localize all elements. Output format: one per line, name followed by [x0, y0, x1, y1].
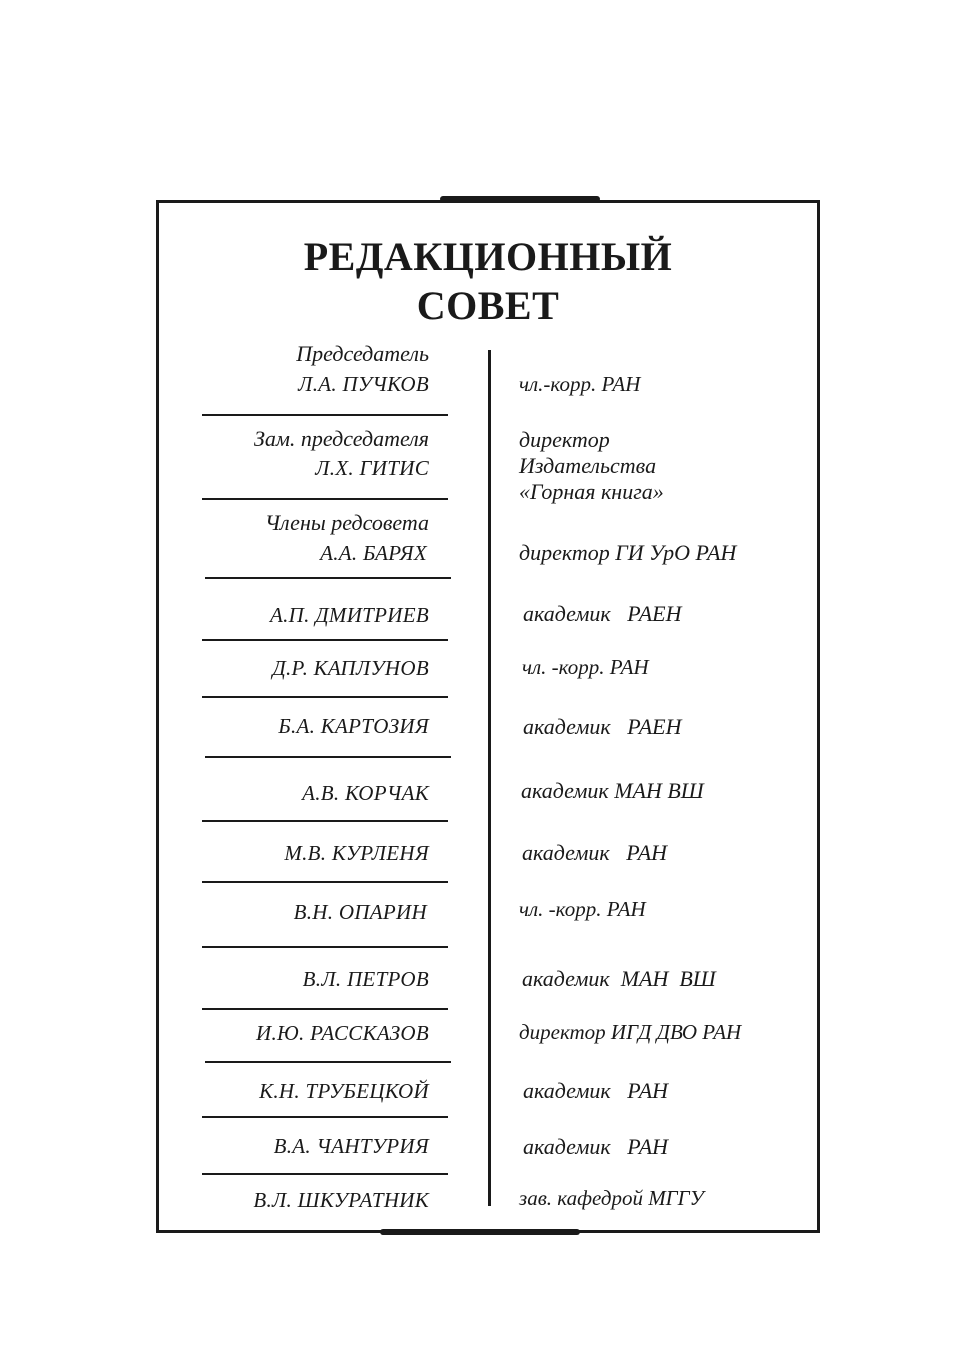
chairman-affiliation: чл.-корр. РАН [519, 372, 641, 396]
row-divider [202, 946, 448, 948]
member-affiliation: академик МАН ВШ [521, 778, 704, 803]
row-divider [202, 881, 448, 883]
row-divider [202, 696, 448, 698]
member-affiliation: академик РАЕН [523, 601, 682, 626]
member-affiliation: чл. -корр. РАН [519, 897, 646, 921]
member-affiliation: академик МАН ВШ [522, 966, 716, 991]
deputy-affiliation-line1: директор [519, 427, 610, 452]
member-affiliation: академик РАН [523, 1134, 669, 1159]
chairman-role: Председатель [296, 341, 429, 366]
member-name: Б.А. КАРТОЗИЯ [278, 714, 429, 738]
deputy-role: Зам. председателя [253, 426, 429, 451]
row-divider [202, 414, 448, 416]
row-divider [205, 756, 451, 758]
member-name: В.Л. ПЕТРОВ [302, 967, 429, 991]
member-affiliation: академик РАН [522, 840, 668, 865]
page-title-line2: СОВЕТ [416, 283, 560, 328]
deputy-affiliation-line3: «Горная книга» [519, 479, 664, 504]
member-name: А.А. БАРЯХ [320, 541, 427, 565]
row-divider [205, 577, 451, 579]
member-affiliation: директор ИГД ДВО РАН [519, 1020, 742, 1044]
member-name: Д.Р. КАПЛУНОВ [272, 656, 429, 680]
deputy-affiliation-line2: Издательства [519, 453, 657, 478]
row-divider [202, 498, 448, 500]
row-divider [202, 639, 448, 641]
member-name: И.Ю. РАССКАЗОВ [256, 1021, 429, 1045]
page-title-line1: РЕДАКЦИОННЫЙ [303, 234, 673, 279]
row-divider [202, 1008, 448, 1010]
member-affiliation: зав. кафедрой МГГУ [519, 1186, 704, 1210]
member-affiliation: директор ГИ УрО РАН [519, 540, 737, 565]
member-affiliation: академик РАЕН [523, 714, 682, 739]
member-name: В.Л. ШКУРАТНИК [253, 1188, 429, 1212]
member-name: В.Н. ОПАРИН [293, 900, 427, 924]
frame-bottom-accent [380, 1229, 580, 1235]
row-divider [202, 1116, 448, 1118]
row-divider [205, 1061, 451, 1063]
member-affiliation: чл. -корр. РАН [522, 655, 649, 679]
member-name: А.П. ДМИТРИЕВ [270, 603, 429, 627]
member-name: А.В. КОРЧАК [302, 781, 429, 805]
row-divider [202, 820, 448, 822]
members-heading: Члены редсовета [264, 510, 429, 535]
column-divider [488, 350, 491, 1206]
member-name: К.Н. ТРУБЕЦКОЙ [259, 1079, 429, 1103]
row-divider [202, 1173, 448, 1175]
member-name: В.А. ЧАНТУРИЯ [273, 1134, 429, 1158]
chairman-name: Л.А. ПУЧКОВ [298, 372, 429, 396]
deputy-name: Л.Х. ГИТИС [315, 456, 429, 480]
member-affiliation: академик РАН [523, 1078, 669, 1103]
frame-top-accent [440, 196, 600, 202]
member-name: М.В. КУРЛЕНЯ [284, 841, 429, 865]
